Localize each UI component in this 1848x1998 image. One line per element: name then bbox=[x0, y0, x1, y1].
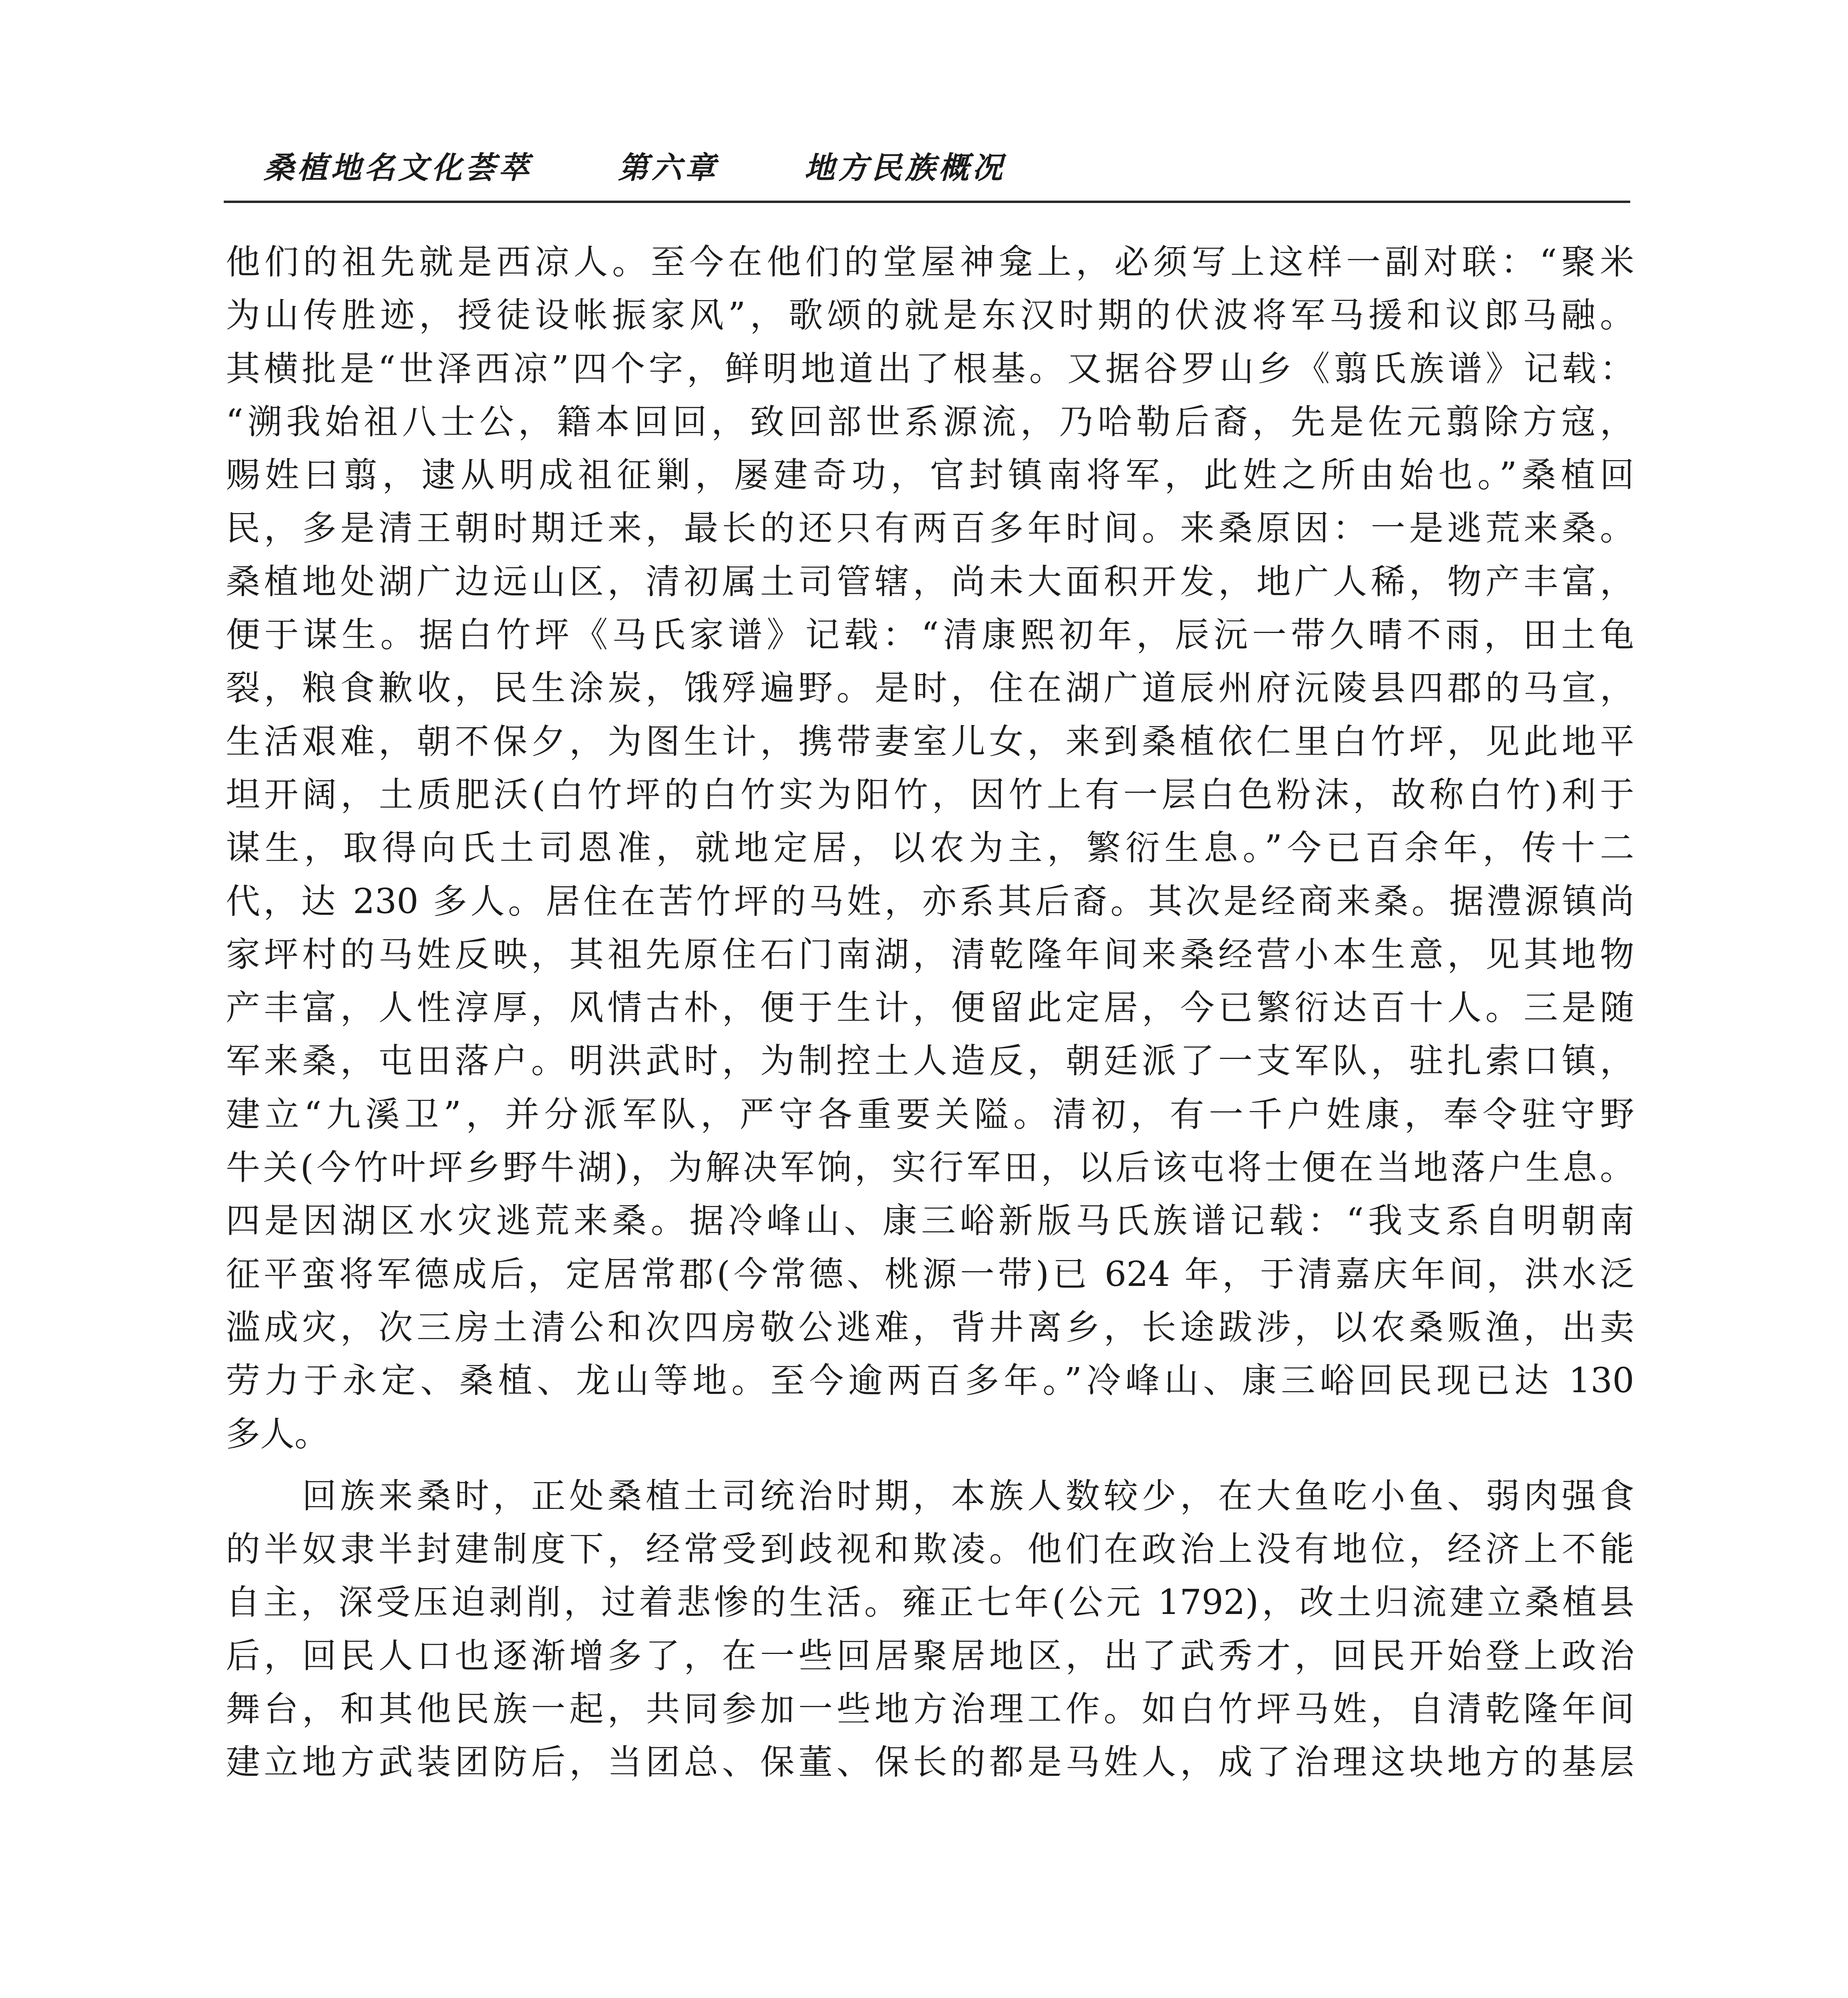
text-line: 便于谋生。据白竹坪《马氏家谱》记载：“清康熙初年，辰沅一带久晴不雨，田土龟 bbox=[226, 615, 1634, 655]
paragraph-2 bbox=[226, 1470, 1634, 1789]
text-line: 赐姓曰翦，逮从明成祖征剿，屡建奇功，官封镇南将军，此姓之所由始也。”桑植回 bbox=[226, 455, 1634, 496]
header-chapter: 第六章 bbox=[618, 150, 719, 185]
text-line: 为山传胜迹，授徒设帐振家风”，歌颂的就是东汉时期的伏波将军马援和议郎马融。 bbox=[226, 295, 1634, 336]
paragraph-spacing bbox=[226, 1461, 1634, 1470]
text-line: 回族来桑时，正处桑植土司统治时期，本族人数较少，在大鱼吃小鱼、弱肉强食 bbox=[226, 1476, 1634, 1516]
text-line: 其横批是“世泽西凉”四个字，鲜明地道出了根基。又据谷罗山乡《翦氏族谱》记载： bbox=[226, 348, 1634, 389]
text-line: 产丰富，人性淳厚，风情古朴，便于生计，便留此定居，今已繁衍达百十人。三是随 bbox=[226, 988, 1634, 1028]
running-header bbox=[248, 146, 1642, 190]
paragraph-1 bbox=[226, 236, 1634, 1461]
text-line: 桑植地处湖广边远山区，清初属土司管辖，尚未大面积开发，地广人稀，物产丰富， bbox=[226, 561, 1634, 602]
text-line: 他们的祖先就是西凉人。至今在他们的堂屋神龛上，必须写上这样一副对联：“聚米 bbox=[226, 242, 1634, 282]
text-line: 代，达 230 多人。居住在苦竹坪的马姓，亦系其后裔。其次是经商来桑。据澧源镇尚 bbox=[226, 881, 1634, 921]
text-line: 军来桑，屯田落户。明洪武时，为制控土人造反，朝廷派了一支军队，驻扎索口镇， bbox=[226, 1041, 1634, 1081]
text-line: 的半奴隶半封建制度下，经常受到歧视和欺凌。他们在政治上没有地位，经济上不能 bbox=[226, 1529, 1634, 1570]
header-divider bbox=[224, 201, 1630, 203]
text-line: 家坪村的马姓反映，其祖先原住石门南湖，清乾隆年间来桑经营小本生意，见其地物 bbox=[226, 934, 1634, 975]
text-line: 后，回民人口也逐渐增多了，在一些回居聚居地区，出了武秀才，回民开始登上政治 bbox=[226, 1636, 1634, 1676]
text-line: 自主，深受压迫剥削，过着悲惨的生活。雍正七年(公元 1792)，改土归流建立桑植县 bbox=[226, 1582, 1634, 1623]
text-line: “溯我始祖八士公，籍本回回，致回部世系源流，乃哈勒后裔，先是佐元翦除方寇， bbox=[226, 402, 1634, 442]
text-line: 坦开阔，土质肥沃(白竹坪的白竹实为阳竹，因竹上有一层白色粉沫，故称白竹)利于 bbox=[226, 774, 1634, 815]
text-line: 多人。 bbox=[226, 1414, 329, 1454]
text-line: 谋生，取得向氏土司恩准，就地定居，以农为主，繁衍生息。”今已百余年，传十二 bbox=[226, 828, 1634, 868]
text-line: 征平蛮将军德成后，定居常郡(今常德、桃源一带)已 624 年，于清嘉庆年间，洪水泛 bbox=[226, 1254, 1634, 1294]
text-line: 建立“九溪卫”，并分派军队，严守各重要关隘。清初，有一千户姓康，奉令驻守野 bbox=[226, 1094, 1634, 1134]
text-line: 牛关(今竹叶坪乡野牛湖)，为解决军饷，实行军田，以后该屯将士便在当地落户生息。 bbox=[226, 1148, 1634, 1188]
text-line: 四是因湖区水灾逃荒来桑。据冷峰山、康三峪新版马氏族谱记载：“我支系自明朝南 bbox=[226, 1201, 1634, 1241]
text-line: 建立地方武装团防后，当团总、保董、保长的都是马姓人，成了治理这块地方的基层 bbox=[226, 1742, 1634, 1783]
text-line: 裂，粮食歉收，民生涂炭，饿殍遍野。是时，住在湖广道辰州府沅陵县四郡的马宣， bbox=[226, 668, 1634, 708]
text-line: 劳力于永定、桑植、龙山等地。至今逾两百多年。”冷峰山、康三峪回民现已达 130 bbox=[226, 1361, 1634, 1401]
page-body bbox=[226, 236, 1634, 1789]
header-section-title: 地方民族概况 bbox=[804, 150, 1006, 185]
text-line: 民，多是清王朝时期迁来，最长的还只有两百多年时间。来桑原因：一是逃荒来桑。 bbox=[226, 508, 1634, 549]
text-line: 生活艰难，朝不保夕，为图生计，携带妻室儿女，来到桑植依仁里白竹坪，见此地平 bbox=[226, 721, 1634, 762]
header-book-title: 桑植地名文化荟萃 bbox=[264, 150, 532, 185]
text-line: 滥成灾，次三房土清公和次四房敬公逃难，背井离乡，长途跋涉，以农桑贩渔，出卖 bbox=[226, 1307, 1634, 1347]
text-line: 舞台，和其他民族一起，共同参加一些地方治理工作。如白竹坪马姓，自清乾隆年间 bbox=[226, 1689, 1634, 1729]
